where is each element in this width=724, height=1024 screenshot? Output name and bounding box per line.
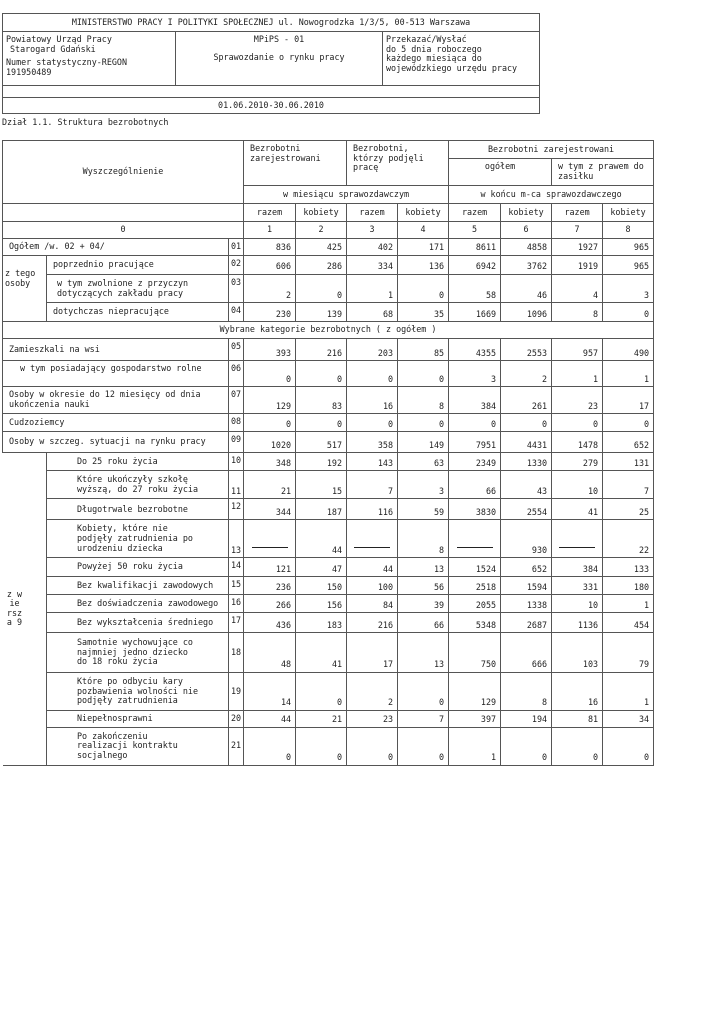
row-code: 21 [229, 727, 244, 765]
value-cell: 348 [244, 453, 296, 471]
row-label: Niepełnosprawni [47, 710, 229, 727]
value-cell: 66 [398, 613, 449, 633]
row-code: 17 [229, 613, 244, 633]
value-cell: 0 [347, 414, 398, 432]
value-cell: 8 [501, 672, 552, 710]
column-number: 3 [347, 222, 398, 239]
value-cell: 0 [296, 414, 347, 432]
value-cell: 0 [552, 727, 603, 765]
value-cell: 58 [449, 275, 501, 303]
value-cell: 7951 [449, 432, 501, 453]
value-cell: 1 [552, 361, 603, 387]
value-cell: 2055 [449, 595, 501, 613]
table-row [3, 339, 654, 361]
value-cell: 121 [244, 558, 296, 577]
table-row [3, 453, 654, 471]
report-period: 01.06.2010-30.06.2010 [3, 98, 540, 114]
value-cell: 652 [501, 558, 552, 577]
value-cell: 8 [398, 387, 449, 414]
value-cell: 930 [501, 520, 552, 558]
value-cell: 23 [347, 710, 398, 727]
value-cell: 139 [296, 303, 347, 322]
value-cell: 68 [347, 303, 398, 322]
value-cell: 136 [398, 256, 449, 275]
row-code: 12 [229, 499, 244, 520]
row-code: 10 [229, 453, 244, 471]
column-number: 5 [449, 222, 501, 239]
value-cell: 334 [347, 256, 398, 275]
value-cell: 957 [552, 339, 603, 361]
value-cell: 1 [347, 275, 398, 303]
value-cell: 1919 [552, 256, 603, 275]
value-cell: 21 [244, 471, 296, 499]
office-city: Starogard Gdański [10, 43, 96, 54]
row-label: Które ukończyły szkołę wyższą, do 27 roku życia [47, 471, 229, 499]
value-cell: 16 [347, 387, 398, 414]
value-cell: 44 [296, 520, 347, 558]
row-label: Samotnie wychowujące co najmniej jedno dziecko do 18 roku życia [47, 633, 229, 673]
col-header-benefit: w tym z prawem do zasiłku [552, 159, 654, 186]
value-cell: 230 [244, 303, 296, 322]
value-cell: 517 [296, 432, 347, 453]
value-cell: 358 [347, 432, 398, 453]
value-cell: 261 [501, 387, 552, 414]
deliver-line-4: wojewódzkiego urzędu pracy [386, 62, 518, 73]
value-cell: 2553 [501, 339, 552, 361]
col-header-razem: razem [347, 204, 398, 222]
row-label: Po zakończeniu realizacji kontraktu socjalnego [47, 727, 229, 765]
group-label-persons: z tego osoby [3, 256, 47, 322]
value-cell: 23 [552, 387, 603, 414]
col-header-registered: Bezrobotni zarejestrowani [244, 141, 347, 186]
value-cell: 2687 [501, 613, 552, 633]
table-row [3, 239, 654, 256]
table-row [3, 520, 654, 558]
row-label: Osoby w okresie do 12 miesięcy od dnia ukończenia nauki [3, 387, 229, 414]
value-cell: 103 [552, 633, 603, 673]
group-label-including: z wie rsz a 9 [3, 453, 47, 765]
value-cell: 43 [501, 471, 552, 499]
col-header-total: ogółem [449, 159, 552, 186]
value-cell: 1524 [449, 558, 501, 577]
value-cell: 131 [603, 453, 654, 471]
value-cell: 133 [603, 558, 654, 577]
value-cell: 425 [296, 239, 347, 256]
value-cell: 13 [398, 633, 449, 673]
value-cell: 63 [398, 453, 449, 471]
column-number: 2 [296, 222, 347, 239]
value-cell: 0 [501, 727, 552, 765]
column-number-row [3, 222, 654, 239]
value-cell: 13 [398, 558, 449, 577]
form-name: Sprawozdanie o rynku pracy [213, 51, 345, 62]
value-cell: 1136 [552, 613, 603, 633]
value-cell: 454 [603, 613, 654, 633]
value-cell: 8 [398, 520, 449, 558]
ministry-line: MINISTERSTWO PRACY I POLITYKI SPOŁECZNEJ ul. Nowogrodzka 1/3/5, 00-513 Warszawa [3, 14, 540, 32]
value-cell: 1 [449, 727, 501, 765]
col-header-kobiety: kobiety [603, 204, 654, 222]
value-cell: 216 [347, 613, 398, 633]
row-label: Bez wykształcenia średniego [47, 613, 229, 633]
value-cell: 3762 [501, 256, 552, 275]
value-cell: 10 [552, 595, 603, 613]
form-code: MPiPS - 01 [253, 34, 305, 44]
value-cell: 0 [398, 361, 449, 387]
office-name: Powiatowy Urząd Pracy [6, 34, 112, 44]
row-label: Bez kwalifikacji zawodowych [47, 577, 229, 595]
value-cell: 6942 [449, 256, 501, 275]
value-cell: 17 [603, 387, 654, 414]
deliver-line-3: każdego miesiąca do [386, 53, 482, 64]
value-cell: 0 [296, 275, 347, 303]
dash-line [559, 547, 595, 548]
value-cell: 149 [398, 432, 449, 453]
value-cell: 79 [603, 633, 654, 673]
value-cell: 236 [244, 577, 296, 595]
value-cell: 344 [244, 499, 296, 520]
value-cell: 34 [603, 710, 654, 727]
value-cell: 4355 [449, 339, 501, 361]
value-cell: 56 [398, 577, 449, 595]
col-header-razem: razem [449, 204, 501, 222]
value-cell: 3 [603, 275, 654, 303]
value-cell: 44 [347, 558, 398, 577]
row-code: 11 [229, 471, 244, 499]
col-header-kobiety: kobiety [501, 204, 552, 222]
value-cell: 129 [244, 387, 296, 414]
value-cell: 1096 [501, 303, 552, 322]
dash-line [457, 547, 493, 548]
table-row [3, 387, 654, 414]
value-cell: 2 [501, 361, 552, 387]
value-cell: 25 [603, 499, 654, 520]
row-code: 18 [229, 633, 244, 673]
value-cell: 0 [347, 727, 398, 765]
row-code: 20 [229, 710, 244, 727]
table-row [3, 361, 654, 387]
value-cell: 384 [552, 558, 603, 577]
value-cell: 402 [347, 239, 398, 256]
table-row [3, 303, 654, 322]
col-header-razem: razem [552, 204, 603, 222]
value-cell: 35 [398, 303, 449, 322]
deliver-cell [383, 32, 540, 86]
value-cell: 750 [449, 633, 501, 673]
value-cell: 0 [296, 361, 347, 387]
table-row [3, 414, 654, 432]
row-label: Cudzoziemcy [3, 414, 229, 432]
row-label: Powyżej 50 roku życia [47, 558, 229, 577]
regon-value: 191950489 [6, 66, 52, 77]
value-cell: 1669 [449, 303, 501, 322]
value-cell: 0 [603, 727, 654, 765]
unemployment-structure-table [2, 140, 654, 766]
value-cell: 0 [449, 414, 501, 432]
value-cell: 7 [398, 710, 449, 727]
value-cell: 1 [603, 672, 654, 710]
row-code: 16 [229, 595, 244, 613]
value-cell: 41 [296, 633, 347, 673]
value-cell: 8611 [449, 239, 501, 256]
value-cell: 100 [347, 577, 398, 595]
row-label: Osoby w szczeg. sytuacji na rynku pracy [3, 432, 229, 453]
value-cell: 3 [449, 361, 501, 387]
value-cell: 1 [603, 361, 654, 387]
dash-line [252, 547, 288, 548]
value-cell: 0 [398, 727, 449, 765]
row-label: poprzednio pracujące [47, 256, 229, 275]
value-cell: 1020 [244, 432, 296, 453]
row-label: w tym posiadający gospodarstwo rolne [3, 361, 229, 387]
value-cell: 0 [398, 672, 449, 710]
col-header-took-job: Bezrobotni, którzy podjęli pracę [347, 141, 449, 186]
value-cell: 965 [603, 239, 654, 256]
value-cell: 3 [398, 471, 449, 499]
deliver-line-2: do 5 dnia roboczego [386, 43, 482, 54]
value-cell: 490 [603, 339, 654, 361]
column-number: 4 [398, 222, 449, 239]
table-row [3, 432, 654, 453]
value-cell: 666 [501, 633, 552, 673]
row-code: 03 [229, 275, 244, 303]
value-cell: 286 [296, 256, 347, 275]
value-cell: 187 [296, 499, 347, 520]
value-cell: 216 [296, 339, 347, 361]
empty-value-dash [449, 520, 501, 558]
row-code: 05 [229, 339, 244, 361]
row-code: 01 [229, 239, 244, 256]
value-cell: 1594 [501, 577, 552, 595]
column-number: 6 [501, 222, 552, 239]
value-cell: 180 [603, 577, 654, 595]
value-cell: 1338 [501, 595, 552, 613]
col-header-kobiety: kobiety [398, 204, 449, 222]
value-cell: 81 [552, 710, 603, 727]
col-header-month: w miesiącu sprawozdawczym [244, 186, 449, 204]
empty-value-dash [347, 520, 398, 558]
value-cell: 66 [449, 471, 501, 499]
column-number: 1 [244, 222, 296, 239]
value-cell: 7 [603, 471, 654, 499]
value-cell: 59 [398, 499, 449, 520]
deliver-line-1: Przekazać/Wysłać [386, 34, 467, 44]
value-cell: 41 [552, 499, 603, 520]
value-cell: 331 [552, 577, 603, 595]
empty-value-dash [552, 520, 603, 558]
value-cell: 4 [552, 275, 603, 303]
value-cell: 192 [296, 453, 347, 471]
value-cell: 4431 [501, 432, 552, 453]
value-cell: 47 [296, 558, 347, 577]
value-cell: 15 [296, 471, 347, 499]
row-label: Zamieszkali na wsi [3, 339, 229, 361]
value-cell: 8 [552, 303, 603, 322]
row-label: Kobiety, które nie podjęły zatrudnienia po urodzeniu dziecka [47, 520, 229, 558]
column-number: 0 [3, 222, 244, 239]
report-header [2, 13, 540, 114]
value-cell: 0 [398, 275, 449, 303]
value-cell: 0 [398, 414, 449, 432]
value-cell: 0 [552, 414, 603, 432]
value-cell: 0 [603, 303, 654, 322]
row-label: w tym zwolnione z przyczyn dotyczących zakładu pracy [47, 275, 229, 303]
value-cell: 83 [296, 387, 347, 414]
value-cell: 0 [244, 361, 296, 387]
value-cell: 171 [398, 239, 449, 256]
table-row [3, 499, 654, 520]
table-row [3, 577, 654, 595]
table-row [3, 595, 654, 613]
table-row [3, 558, 654, 577]
value-cell: 39 [398, 595, 449, 613]
value-cell: 2518 [449, 577, 501, 595]
office-cell [3, 32, 176, 86]
form-cell [176, 32, 383, 86]
value-cell: 22 [603, 520, 654, 558]
regon-label: Numer statystyczny-REGON [6, 57, 128, 68]
row-code: 04 [229, 303, 244, 322]
value-cell: 0 [244, 414, 296, 432]
value-cell: 183 [296, 613, 347, 633]
row-label: Które po odbyciu kary pozbawienia wolności nie podjęły zatrudnienia [47, 672, 229, 710]
row-label: Długotrwale bezrobotne [47, 499, 229, 520]
value-cell: 150 [296, 577, 347, 595]
value-cell: 397 [449, 710, 501, 727]
value-cell: 3830 [449, 499, 501, 520]
column-number: 8 [603, 222, 654, 239]
value-cell: 156 [296, 595, 347, 613]
row-code: 07 [229, 387, 244, 414]
value-cell: 2349 [449, 453, 501, 471]
row-code: 19 [229, 672, 244, 710]
value-cell: 194 [501, 710, 552, 727]
value-cell: 16 [552, 672, 603, 710]
table-row [3, 613, 654, 633]
value-cell: 2554 [501, 499, 552, 520]
value-cell: 384 [449, 387, 501, 414]
value-cell: 652 [603, 432, 654, 453]
value-cell: 7 [347, 471, 398, 499]
row-label: Do 25 roku życia [47, 453, 229, 471]
value-cell: 203 [347, 339, 398, 361]
value-cell: 0 [603, 414, 654, 432]
selected-categories-title: Wybrane kategorie bezrobotnych ( z ogółem ) [3, 322, 654, 339]
table-row [3, 471, 654, 499]
value-cell: 0 [296, 672, 347, 710]
value-cell: 10 [552, 471, 603, 499]
value-cell: 1927 [552, 239, 603, 256]
value-cell: 46 [501, 275, 552, 303]
value-cell: 1330 [501, 453, 552, 471]
table-row [3, 256, 654, 275]
table-row [3, 727, 654, 765]
row-code: 06 [229, 361, 244, 387]
value-cell: 5348 [449, 613, 501, 633]
row-label: dotychczas niepracujące [47, 303, 229, 322]
value-cell: 2 [347, 672, 398, 710]
value-cell: 44 [244, 710, 296, 727]
value-cell: 84 [347, 595, 398, 613]
value-cell: 0 [347, 361, 398, 387]
value-cell: 1478 [552, 432, 603, 453]
col-header-razem: razem [244, 204, 296, 222]
row-code: 02 [229, 256, 244, 275]
value-cell: 279 [552, 453, 603, 471]
value-cell: 4858 [501, 239, 552, 256]
table-row [3, 633, 654, 673]
value-cell: 836 [244, 239, 296, 256]
row-label: Bez doświadczenia zawodowego [47, 595, 229, 613]
col-header-month-end: w końcu m-ca sprawozdawczego [449, 186, 654, 204]
value-cell: 0 [501, 414, 552, 432]
value-cell: 965 [603, 256, 654, 275]
empty-value-dash [244, 520, 296, 558]
row-code: 08 [229, 414, 244, 432]
value-cell: 2 [244, 275, 296, 303]
value-cell: 436 [244, 613, 296, 633]
value-cell: 393 [244, 339, 296, 361]
value-cell: 1 [603, 595, 654, 613]
table-row [3, 275, 654, 303]
col-header-spec: Wyszczególnienie [3, 141, 244, 204]
value-cell: 85 [398, 339, 449, 361]
value-cell: 266 [244, 595, 296, 613]
row-code: 13 [229, 520, 244, 558]
column-number: 7 [552, 222, 603, 239]
col-header-registered-end: Bezrobotni zarejestrowani [449, 141, 654, 159]
section-title: Dział 1.1. Struktura bezrobotnych [2, 117, 169, 127]
value-cell: 129 [449, 672, 501, 710]
value-cell: 143 [347, 453, 398, 471]
row-label: Ogółem /w. 02 + 04/ [3, 239, 229, 256]
value-cell: 606 [244, 256, 296, 275]
value-cell: 48 [244, 633, 296, 673]
row-code: 09 [229, 432, 244, 453]
table-row [3, 710, 654, 727]
value-cell: 0 [244, 727, 296, 765]
table-row [3, 672, 654, 710]
value-cell: 0 [296, 727, 347, 765]
value-cell: 21 [296, 710, 347, 727]
value-cell: 17 [347, 633, 398, 673]
value-cell: 14 [244, 672, 296, 710]
row-code: 15 [229, 577, 244, 595]
value-cell: 116 [347, 499, 398, 520]
col-header-kobiety: kobiety [296, 204, 347, 222]
dash-line [354, 547, 390, 548]
row-code: 14 [229, 558, 244, 577]
